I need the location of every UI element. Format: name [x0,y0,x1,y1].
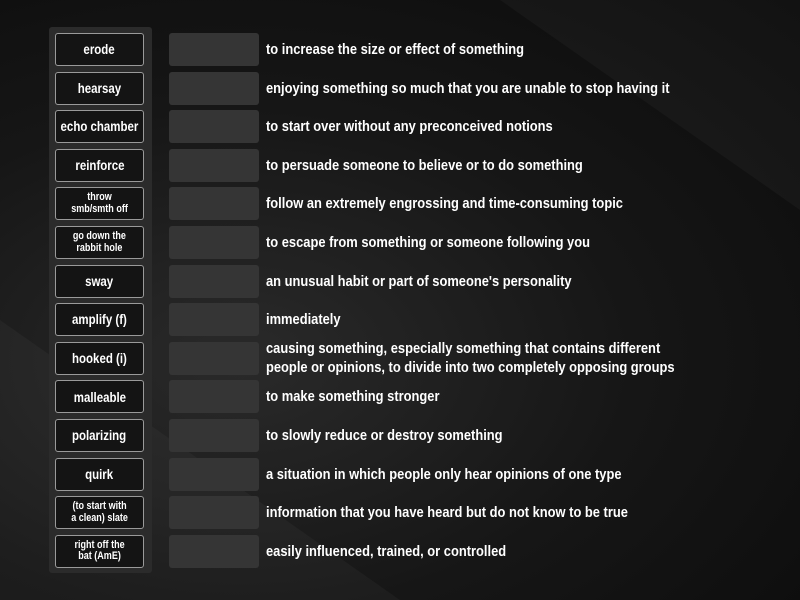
drop-slot[interactable] [169,496,259,529]
drop-slot[interactable] [169,342,259,375]
term-tile[interactable] [55,187,144,220]
term-tile[interactable] [55,149,144,182]
term-label: amplify (f) [72,311,127,328]
drop-slot[interactable] [169,265,259,298]
definition-text: to escape from something or someone following you [266,234,590,251]
definition-text: an unusual habit or part of someone's personality [266,272,572,290]
drop-slot[interactable] [169,149,259,182]
term-tiles-panel [49,27,152,573]
definition-text: to increase the size or effect of something [266,41,525,58]
drop-slot[interactable] [169,380,259,413]
definition-text: causing something, especially something that contains different people or opinions, to divide into two completely opposing groups [266,340,675,377]
term-label: throw smb/smth off [71,191,128,215]
term-label: go down the rabbit hole [72,229,127,254]
term-tile[interactable] [55,496,144,529]
definition-text: to slowly reduce or destroy something [266,427,503,444]
term-tile[interactable] [55,342,144,375]
term-tile[interactable] [55,110,144,143]
definition-text: to make something stronger [266,388,440,406]
term-label: polarizing [72,427,127,444]
term-label: quirk [85,465,114,482]
term-tile[interactable] [55,72,144,105]
drop-slot[interactable] [169,187,259,220]
drop-slot[interactable] [169,110,259,143]
term-label: reinforce [74,156,125,173]
term-tile[interactable] [55,419,144,452]
drop-slot[interactable] [169,535,259,568]
term-tile[interactable] [55,380,144,413]
term-label: malleable [73,388,126,405]
definition-text: follow an extremely engrossing and time-consuming topic [266,195,623,213]
definition-text: enjoying something so much that you are unable to stop having it [266,79,670,97]
term-tile[interactable] [55,226,144,259]
term-label: hearsay [77,79,122,96]
term-label: hooked (i) [72,349,127,366]
term-tile[interactable] [55,458,144,491]
term-tile[interactable] [55,33,144,66]
definition-text: immediately [266,311,341,329]
drop-slot[interactable] [169,33,259,66]
definition-text: to persuade someone to believe or to do something [266,156,583,174]
term-label: sway [85,272,114,289]
drop-slot[interactable] [169,419,259,452]
drop-slot[interactable] [169,226,259,259]
definition-text: easily influenced, trained, or controlled [266,542,507,560]
term-tile[interactable] [55,535,144,568]
definition-text: a situation in which people only hear opinions of one type [266,465,622,483]
drop-slot[interactable] [169,458,259,491]
term-tile[interactable] [55,303,144,336]
term-label: right off the bat (AmE) [74,538,125,563]
term-label: erode [83,41,116,58]
term-tile[interactable] [55,265,144,298]
definition-text: to start over without any preconceived notions [266,118,553,136]
term-label: (to start with a clean) slate [71,500,128,524]
drop-slot[interactable] [169,303,259,336]
definition-text: information that you have heard but do not know to be true [266,504,628,522]
term-label: echo chamber [60,118,139,135]
drop-slot[interactable] [169,72,259,105]
